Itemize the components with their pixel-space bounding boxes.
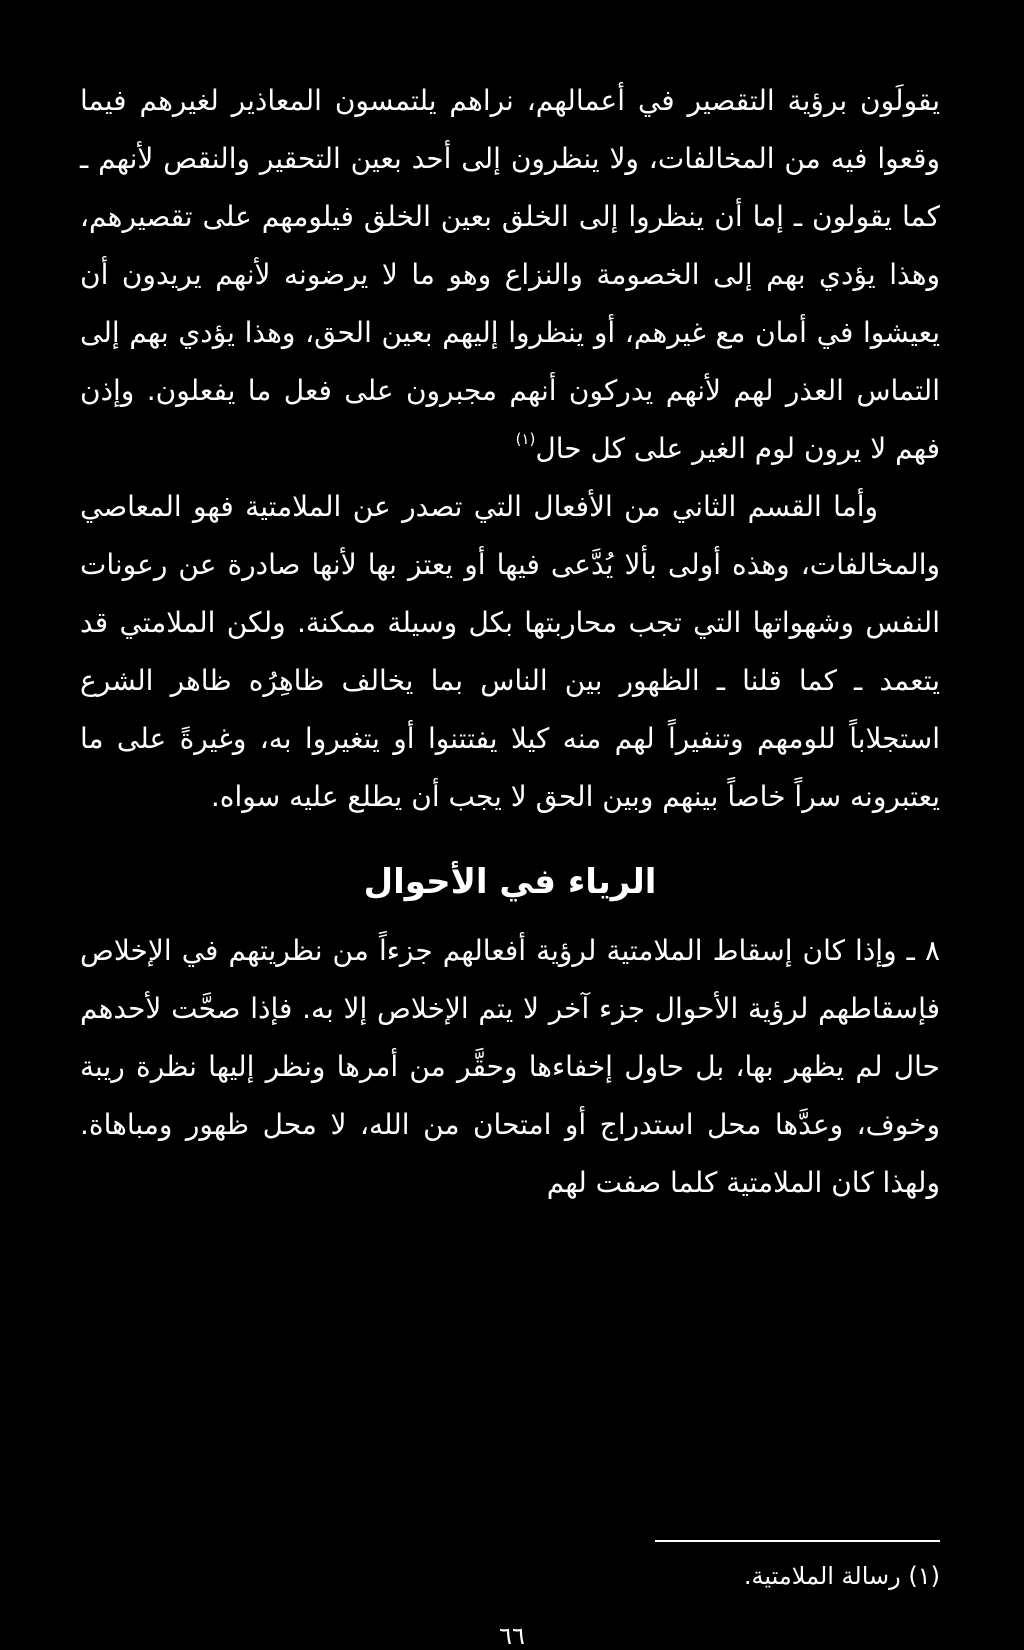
footnote: (١) رسالة الملامتية. [743, 1562, 940, 1590]
section-heading: الرياء في الأحوال [363, 862, 657, 902]
paragraph-3: ٨ ـ وإذا كان إسقاط الملامتية لرؤية أفعالهم جزءاً من نظريتهم في الإخلاص فإسقاطهم لرؤية الأحوال جزء آخر لا يتم الإخلاص إلا به. فإذا صحَّت لأحدهم حال لم يظهر بها، بل حاول إخفاءها وحقَّر من أمرها ونظر إليها نظرة ريبة وخوف، وعدَّها محل استدراج أو امتحان من الله، لا محل ظهور ومباهاة. ولهذا كان الملامتية كلما صفت لهم [80, 934, 940, 1199]
paragraph-1-text: يقولَون برؤية التقصير في أعمالهم، نراهم يلتمسون المعاذير لغيرهم فيما وقعوا فيه من المخالفات، ولا ينظرون إلى أحد بعين التحقير والنقص لأنهم ـ كما يقولون ـ إما أن ينظروا إلى الخلق بعين الخلق فيلومهم على تقصيرهم، وهذا يؤدي بهم إلى الخصومة والنزاع وهو ما لا يرضونه لأنهم يريدون أن يعيشوا في أمان مع غيرهم، أو ينظروا إليهم بعين الحق، وهذا يؤدي بهم إلى التماس العذر لهم لأنهم يدركون أنهم مجبرون على فعل ما يفعلون. وإذن فهم لا يرون لوم الغير على كل حال [80, 84, 940, 465]
paragraph-1 [80, 72, 940, 478]
paragraph-2: وأما القسم الثاني من الأفعال التي تصدر عن الملامتية فهو المعاصي والمخالفات، وهذه أولى بألا يُدَّعى فيها أو يعتز بها لأنها صادرة عن رعونات النفس وشهواتها التي تجب محاربتها بكل وسيلة ممكنة. ولكن الملامتي قد يتعمد ـ كما قلنا ـ الظهور بين الناس بما يخالف ظاهِرُه ظاهر الشرع استجلاباً للومهم وتنفيراً لهم منه كيلا يفتتنوا أو يتغيروا به، وغيرةً على ما يعتبرونه سراً خاصاً بينهم وبين الحق لا يجب أن يطلع عليه سواه. [80, 490, 940, 813]
page-body [80, 72, 940, 1212]
footnote-reference: (١) [515, 430, 536, 448]
page-number: ٦٦ [499, 1622, 525, 1650]
footnote-divider [655, 1540, 940, 1542]
